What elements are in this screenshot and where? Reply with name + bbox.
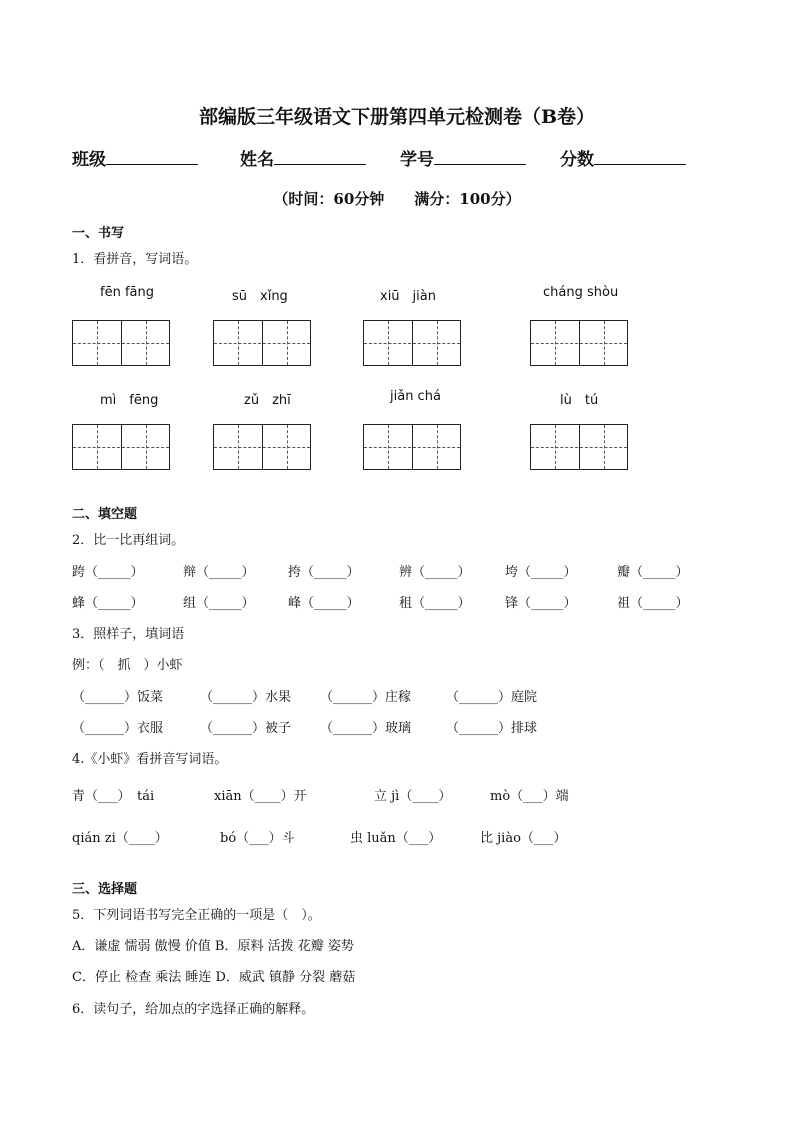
section-heading-writing: 一、书写	[72, 226, 125, 241]
pinyin-fill-item: mò（___）端	[490, 789, 569, 804]
score-label: 分数	[560, 150, 594, 170]
class-blank	[106, 149, 198, 165]
fill-item: （______）水果	[200, 690, 292, 705]
score-field	[560, 145, 686, 170]
pinyin-fill-item: bó（___）斗	[220, 831, 295, 846]
fill-item: （______）被子	[200, 721, 292, 736]
fill-item: （______）衣服	[72, 721, 164, 736]
question-6: 6．读句子，给加点的字选择正确的解释。	[72, 1002, 315, 1017]
pinyin-fill-item: 立 jì（____）	[374, 789, 452, 804]
writing-grid[interactable]	[530, 424, 628, 470]
name-field	[240, 145, 366, 170]
compare-item: 挎（_____）	[288, 565, 360, 580]
name-label: 姓名	[240, 150, 274, 170]
pinyin-4: cháng shòu	[543, 285, 619, 300]
pinyin-5: mì fēng	[100, 393, 159, 408]
fill-item: （______）庭院	[446, 690, 538, 705]
compare-item: 辨（_____）	[399, 565, 471, 580]
section-heading-choice: 三、选择题	[72, 882, 138, 897]
compare-item: 锋（_____）	[505, 596, 577, 611]
id-field	[400, 145, 526, 170]
fill-item: （______）排球	[446, 721, 538, 736]
question-3: 3．照样子，填词语	[72, 627, 185, 642]
pinyin-fill-item: 青（___） tái	[72, 789, 155, 804]
pinyin-fill-item: 比 jiào（___）	[480, 831, 567, 846]
example-line: 例：（ 抓 ）小虾	[72, 658, 183, 673]
writing-grid[interactable]	[213, 320, 311, 366]
compare-item: 祖（_____）	[617, 596, 689, 611]
compare-item: 瓣（_____）	[617, 565, 689, 580]
compare-item: 辩（_____）	[183, 565, 255, 580]
compare-item: 组（_____）	[183, 596, 255, 611]
pinyin-3: xiū jiàn	[380, 289, 436, 304]
compare-item: 租（_____）	[399, 596, 471, 611]
question-5-options-ab: A．谦虚 懦弱 傲慢 价值 B．原料 活拨 花瓣 姿势	[72, 939, 354, 954]
pinyin-2: sū xǐng	[232, 289, 288, 304]
time-score-line: （时间：60分钟 满分：100分）	[273, 190, 521, 208]
compare-item: 峰（_____）	[288, 596, 360, 611]
compare-item: 跨（_____）	[72, 565, 144, 580]
section-heading-fill: 二、填空题	[72, 507, 138, 522]
compare-item: 垮（_____）	[505, 565, 577, 580]
compare-item: 蜂（_____）	[72, 596, 144, 611]
writing-grid[interactable]	[72, 320, 170, 366]
writing-grid[interactable]	[72, 424, 170, 470]
pinyin-fill-item: 虫 luǎn（___）	[350, 831, 442, 846]
pinyin-8: lù tú	[560, 393, 599, 408]
fill-item: （______）玻璃	[320, 721, 412, 736]
question-5: 5．下列词语书写完全正确的一项是（ ）。	[72, 908, 321, 923]
pinyin-1: fēn fāng	[100, 285, 154, 300]
pinyin-fill-item: xiān（____）开	[214, 789, 307, 804]
question-5-options-cd: C．停止 检查 乘法 睡连 D．威武 镇静 分裂 蘑菇	[72, 970, 356, 985]
writing-grid[interactable]	[363, 424, 461, 470]
writing-grid[interactable]	[213, 424, 311, 470]
question-4: 4.《小虾》看拼音写词语。	[72, 752, 228, 767]
pinyin-fill-item: qián zi（____）	[72, 831, 168, 846]
writing-grid[interactable]	[530, 320, 628, 366]
question-2: 2．比一比再组词。	[72, 533, 185, 548]
pinyin-7: jiǎn chá	[390, 389, 441, 404]
class-label: 班级	[72, 150, 106, 170]
score-blank	[594, 149, 686, 165]
id-label: 学号	[400, 150, 434, 170]
page-title: 部编版三年级语文下册第四单元检测卷（B卷）	[198, 106, 596, 128]
fill-item: （______）饭菜	[72, 690, 164, 705]
name-blank	[274, 149, 366, 165]
pinyin-6: zǔ zhī	[244, 393, 291, 408]
question-1: 1．看拼音，写词语。	[72, 252, 198, 267]
id-blank	[434, 149, 526, 165]
class-field	[72, 145, 198, 170]
fill-item: （______）庄稼	[320, 690, 412, 705]
writing-grid[interactable]	[363, 320, 461, 366]
